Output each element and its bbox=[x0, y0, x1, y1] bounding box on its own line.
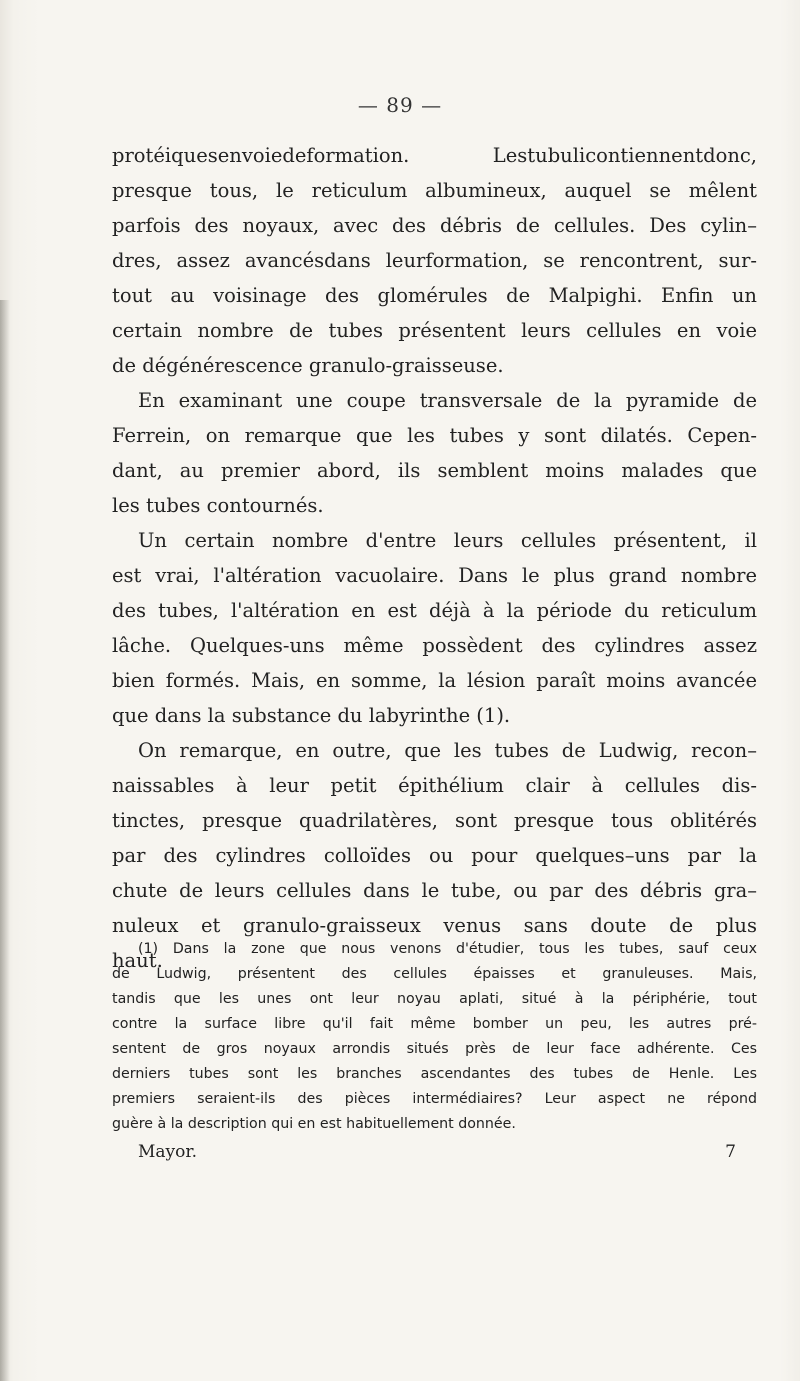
footnote-line: premiers seraient-ils des pièces intermédiaires? Leur aspect ne répond bbox=[112, 1091, 757, 1107]
body-line: bien formés. Mais, en somme, la lésion paraît moins avancée bbox=[112, 669, 757, 692]
body-line: dres, assez avancésdans leurformation, se rencontrent, sur- bbox=[112, 249, 757, 272]
body-text bbox=[112, 138, 757, 978]
body-line: parfois des noyaux, avec des débris de cellules. Des cylin– bbox=[112, 214, 757, 237]
body-line: En examinant une coupe transversale de la pyramide de bbox=[138, 389, 757, 412]
footnote-line: de Ludwig, présentent des cellules épaisses et granuleuses. Mais, bbox=[112, 966, 757, 982]
body-line: Un certain nombre d'entre leurs cellules présentent, il bbox=[138, 529, 757, 552]
body-line: nuleux et granulo-graisseux venus sans doute de plus bbox=[112, 914, 757, 937]
footnote-block bbox=[112, 937, 757, 1167]
body-line: par des cylindres colloïdes ou pour quelques–uns par la bbox=[112, 844, 757, 867]
body-line: lâche. Quelques-uns même possèdent des cylindres assez bbox=[112, 634, 757, 657]
page-number: — 89 — bbox=[357, 93, 443, 117]
footnote-line: contre la surface libre qu'il fait même bomber un peu, les autres pré- bbox=[112, 1016, 757, 1032]
footnote-line: sentent de gros noyaux arrondis situés près de leur face adhérente. Ces bbox=[112, 1041, 757, 1057]
body-line: les tubes contournés. bbox=[112, 494, 324, 517]
footnote-line: guère à la description qui en est habituellement donnée. bbox=[112, 1116, 516, 1132]
body-line: que dans la substance du labyrinthe (1). bbox=[112, 704, 511, 727]
body-line: On remarque, en outre, que les tubes de Ludwig, recon– bbox=[138, 739, 757, 762]
signature-row bbox=[112, 1137, 757, 1167]
footnote-line: tandis que les unes ont leur noyau aplati, situé à la périphérie, tout bbox=[112, 991, 757, 1007]
body-line: des tubes, l'altération en est déjà à la période du reticulum bbox=[112, 599, 757, 622]
body-line: Ferrein, on remarque que les tubes y sont dilatés. Cepen- bbox=[112, 424, 757, 447]
body-line: tinctes, presque quadrilatères, sont presque tous oblitérés bbox=[112, 809, 757, 832]
body-line: presque tous, le reticulum albumineux, auquel se mêlent bbox=[112, 179, 757, 202]
signature-number: 7 bbox=[725, 1142, 736, 1162]
body-line: tout au voisinage des glomérules de Malpighi. Enfin un bbox=[112, 284, 757, 307]
body-line: est vrai, l'altération vacuolaire. Dans le plus grand nombre bbox=[112, 564, 757, 587]
body-line: haut. bbox=[112, 949, 163, 972]
footnote-line: derniers tubes sont les branches ascendantes des tubes de Henle. Les bbox=[112, 1066, 757, 1082]
body-line: de dégénérescence granulo-graisseuse. bbox=[112, 354, 504, 377]
body-line: naissables à leur petit épithélium clair à cellules dis- bbox=[112, 774, 757, 797]
body-line: certain nombre de tubes présentent leurs cellules en voie bbox=[112, 319, 757, 342]
binding-gutter-shadow bbox=[0, 300, 10, 1381]
footnote-line: (1) Dans la zone que nous venons d'étudier, tous les tubes, sauf ceux bbox=[138, 941, 757, 957]
body-line: dant, au premier abord, ils semblent moins malades que bbox=[112, 459, 757, 482]
signature-author: Mayor. bbox=[138, 1142, 198, 1162]
body-line: protéiquesenvoiedeformation. Lestubulicontiennentdonc, bbox=[112, 144, 757, 167]
body-line: chute de leurs cellules dans le tube, ou par des débris gra– bbox=[112, 879, 757, 902]
